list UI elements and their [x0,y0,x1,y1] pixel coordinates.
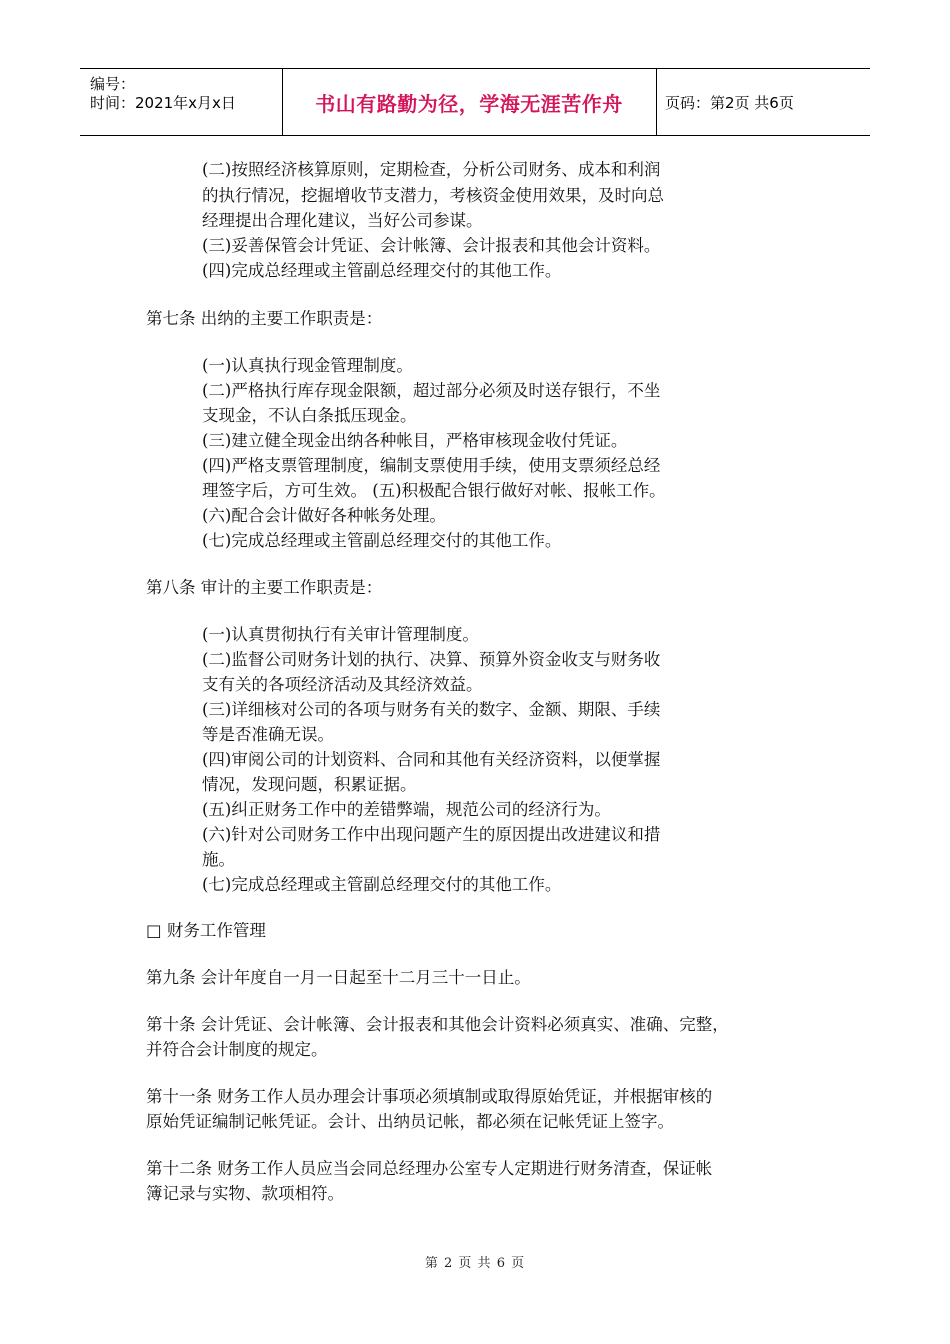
article-heading: 第七条 出纳的主要工作职责是： [146,309,383,328]
text-line: 等是否准确无误。 [202,725,334,744]
page-header [80,68,870,136]
header-divider [656,69,657,135]
article-paragraph: 第十条 会计凭证、会计帐簿、会计报表和其他会计资料必须真实、准确、完整， [146,1015,729,1034]
article-paragraph: 并符合会计制度的规定。 [146,1040,328,1059]
header-motto: 书山有路勤为径，学海无涯苦作舟 [315,91,623,116]
text-line: 施。 [202,850,235,869]
text-line: (七)完成总经理或主管副总经理交付的其他工作。 [202,531,562,550]
article-heading: 第八条 审计的主要工作职责是： [146,578,383,597]
article-paragraph: 原始凭证编制记帐凭证。会计、出纳员记帐，都必须在记帐凭证上签字。 [146,1112,674,1131]
text-line: (二)监督公司财务计划的执行、决算、预算外资金收支与财务收 [202,650,661,669]
text-line: 理签字后，方可生效。 (五)积极配合银行做好对帐、报帐工作。 [202,481,666,500]
text-line: (五)纠正财务工作中的差错弊端，规范公司的经济行为。 [202,800,611,819]
text-line: 经理提出合理化建议，当好公司参谋。 [202,211,483,230]
section-heading: □ 财务工作管理 [146,921,266,940]
document-number-label: 编号： [90,75,136,93]
text-line: (二)按照经济核算原则，定期检查，分析公司财务、成本和利润 [202,160,661,179]
text-line: (一)认真贯彻执行有关审计管理制度。 [202,625,479,644]
text-line: (六)配合会计做好各种帐务处理。 [202,506,446,525]
text-line: (七)完成总经理或主管副总经理交付的其他工作。 [202,875,562,894]
text-line: (三)建立健全现金出纳各种帐目，严格审核现金收付凭证。 [202,431,628,450]
page-footer: 第 2 页 共 6 页 [424,1256,526,1271]
text-line: (四)严格支票管理制度，编制支票使用手续，使用支票须经总经 [202,456,661,475]
header-page-info: 页码：第2页 共6页 [665,93,794,112]
article-paragraph: 第九条 会计年度自一月一日起至十二月三十一日止。 [146,968,531,987]
article-paragraph: 簿记录与实物、款项相符。 [146,1184,344,1203]
text-line: 的执行情况，挖掘增收节支潜力，考核资金使用效果，及时向总 [202,186,664,205]
text-line: (三)妥善保管会计凭证、会计帐簿、会计报表和其他会计资料。 [202,236,661,255]
text-line: 支有关的各项经济活动及其经济效益。 [202,675,483,694]
text-line: (二)严格执行库存现金限额，超过部分必须及时送存银行，不坐 [202,381,661,400]
text-line: (四)完成总经理或主管副总经理交付的其他工作。 [202,261,562,280]
article-paragraph: 第十一条 财务工作人员办理会计事项必须填制或取得原始凭证，并根据审核的 [146,1087,713,1106]
text-line: (三)详细核对公司的各项与财务有关的数字、金额、期限、手续 [202,700,661,719]
header-meta [90,75,236,113]
text-line: (六)针对公司财务工作中出现问题产生的原因提出改进建议和措 [202,825,661,844]
text-line: (四)审阅公司的计划资料、合同和其他有关经济资料，以便掌握 [202,750,661,769]
article-paragraph: 第十二条 财务工作人员应当会同总经理办公室专人定期进行财务清查，保证帐 [146,1159,713,1178]
text-line: (一)认真执行现金管理制度。 [202,356,413,375]
text-line: 支现金，不认白条抵压现金。 [202,406,417,425]
document-date-label: 时间：2021年x月x日 [90,94,236,112]
text-line: 情况，发现问题，积累证据。 [202,775,417,794]
